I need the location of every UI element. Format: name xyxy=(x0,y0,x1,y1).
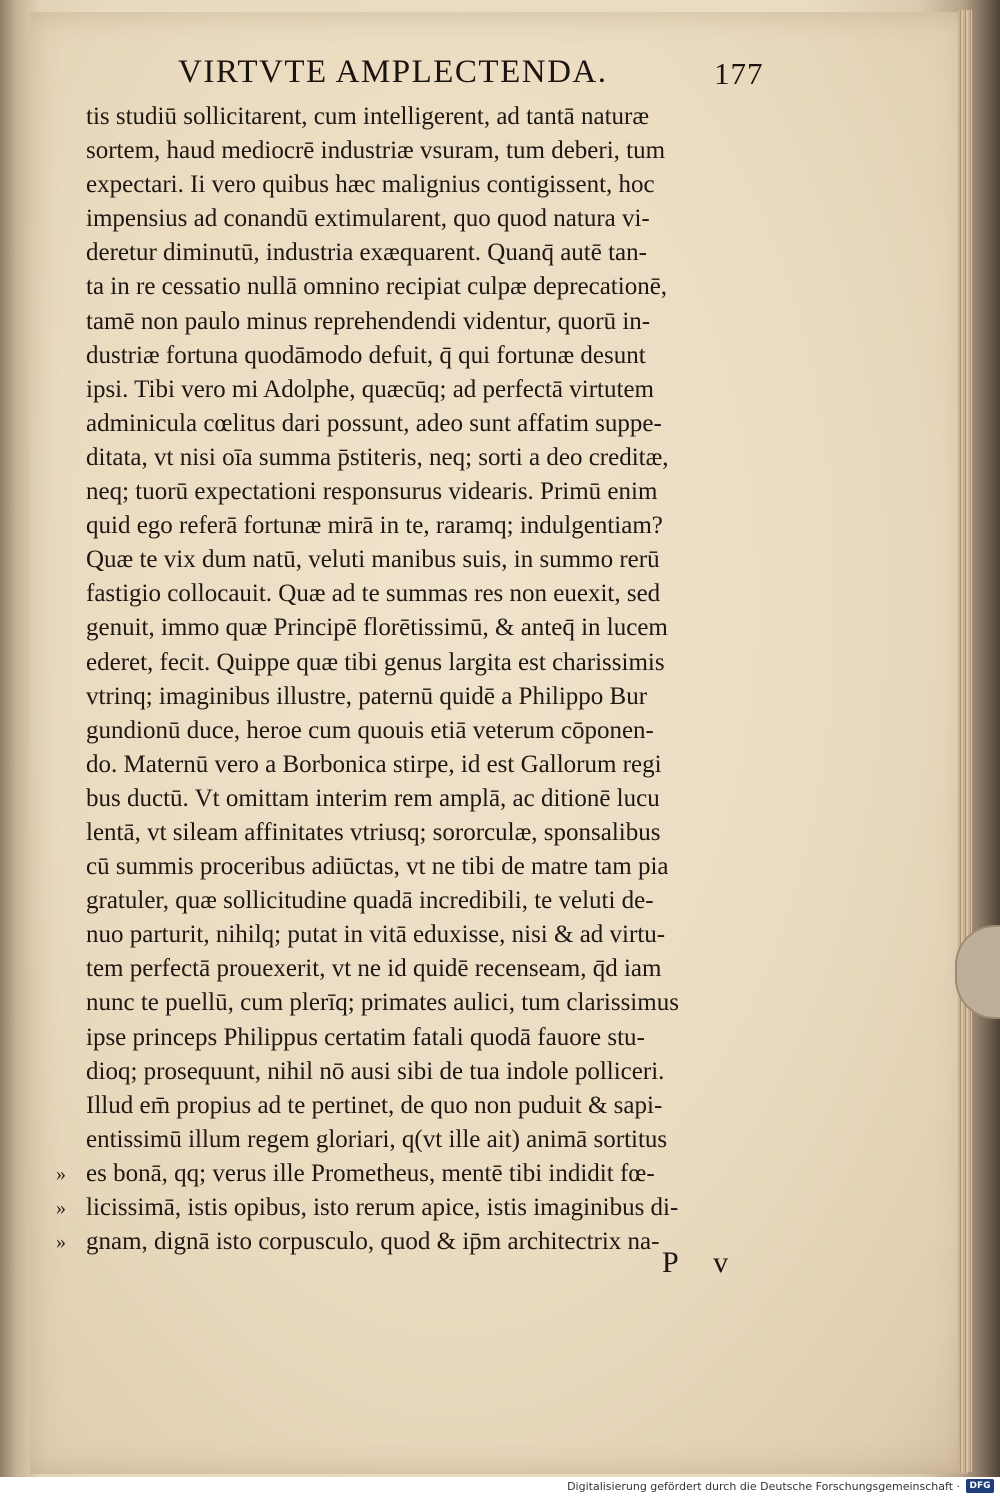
text-line-content: Illud em̄ propius ad te pertinet, de quo non puduit & sapi- xyxy=(86,1091,663,1119)
text-line xyxy=(86,850,826,884)
text-line-content: gratuler, quæ sollicitudine quadā incredibili, te veluti de- xyxy=(86,887,654,915)
text-line-content: lentā, vt sileam affinitates vtriusq; sororculæ, sponsalibus xyxy=(86,818,661,846)
text-line xyxy=(86,270,826,304)
text-line-content: ditata, vt nisi oīa summa p̄stiteris, neq; sorti a deo creditæ, xyxy=(86,443,669,471)
text-line-content: dioq; prosequunt, nihil nō ausi sibi de tua indole polliceri. xyxy=(86,1057,665,1085)
text-line xyxy=(86,714,826,748)
running-title: VIRTVTE AMPLECTENDA. xyxy=(178,54,608,90)
text-line-content: do. Maternū vero a Borbonica stirpe, id est Gallorum regi xyxy=(86,750,662,778)
text-line-content: entissimū illum regem gloriari, q(vt ille ait) animā sortitus xyxy=(86,1125,668,1153)
text-line xyxy=(86,509,826,543)
text-line-content: nunc te puellū, cum plerīq; primates aulici, tum clarissimus xyxy=(86,989,679,1017)
text-line xyxy=(86,339,826,373)
text-line xyxy=(86,134,826,168)
quote-marker: » xyxy=(56,1162,66,1185)
text-line xyxy=(86,543,826,577)
text-line xyxy=(86,305,826,339)
text-line xyxy=(86,407,826,441)
text-line-content: sortem, haud mediocrē industriæ vsuram, tum deberi, tum xyxy=(86,137,666,165)
text-line-content: bus ductū. Vt omittam interim rem amplā, ac ditionē lucu xyxy=(86,784,660,812)
text-line xyxy=(56,1157,826,1191)
text-line xyxy=(86,646,826,680)
body-text xyxy=(56,100,826,1259)
signature-mark: P v xyxy=(662,1246,743,1279)
text-line-content: impensius ad conandū extimularent, quo quod natura vi- xyxy=(86,205,650,233)
text-line xyxy=(86,577,826,611)
text-line-content: licissimā, istis opibus, isto rerum apice, istis imaginibus di- xyxy=(86,1194,679,1221)
text-line xyxy=(86,1021,826,1055)
text-line-content: fastigio collocauit. Quæ ad te summas res non euexit, sed xyxy=(86,580,661,608)
page-number: 177 xyxy=(714,56,764,91)
text-line xyxy=(86,748,826,782)
quote-marker: » xyxy=(56,1231,66,1254)
text-line-content: expectari. Ii vero quibus hæc malignius contigissent, hoc xyxy=(86,171,655,199)
text-line xyxy=(86,373,826,407)
text-line-content: dustriæ fortuna quodāmodo defuit, q̄ qui fortunæ desunt xyxy=(86,341,646,369)
text-line-content: quid ego referā fortunæ mirā in te, raramq; indulgentiam? xyxy=(86,512,663,540)
text-line xyxy=(86,202,826,236)
text-line-content: vtrinq; imaginibus illustre, paternū quidē a Philippo Bur xyxy=(86,682,648,710)
text-line xyxy=(56,1191,826,1225)
quote-marker: » xyxy=(56,1197,66,1219)
text-line-content: tis studiū sollicitarent, cum intelligerent, ad tantā naturæ xyxy=(86,103,650,130)
text-line-content: gundionū duce, heroe cum quouis etiā veterum cōponen- xyxy=(86,716,654,744)
text-line-content: neq; tuorū expectationi responsurus videaris. Primū enim xyxy=(86,478,658,506)
text-line-content: tem perfectā prouexerit, vt ne id quidē recenseam, q̄d iam xyxy=(86,955,662,983)
text-line xyxy=(86,782,826,816)
text-line-content: deretur diminutū, industria exæquarent. Quanq̄ autē tan- xyxy=(86,239,647,267)
text-line xyxy=(86,168,826,202)
text-line xyxy=(86,236,826,270)
text-line-content: nuo parturit, nihilq; putat in vitā eduxisse, nisi & ad virtu- xyxy=(86,921,666,949)
text-line-content: gnam, dignā isto corpusculo, quod & ip̄m architectrix na- xyxy=(86,1228,660,1256)
text-line xyxy=(86,611,826,645)
text-line xyxy=(86,1055,826,1089)
page-header xyxy=(178,52,778,96)
text-line-content: es bonā, qq; verus ille Prometheus, mentē tibi indidit fœ- xyxy=(86,1159,655,1187)
text-line xyxy=(86,1123,826,1157)
text-line xyxy=(86,441,826,475)
text-line-content: ederet, fecit. Quippe quæ tibi genus largita est charissimis xyxy=(86,648,665,676)
text-line xyxy=(86,100,826,134)
text-line-content: Quæ te vix dum natū, veluti manibus suis, in summo rerū xyxy=(86,546,660,574)
text-line-content: adminicula cœlitus dari possunt, adeo sunt affatim suppe- xyxy=(86,409,662,437)
text-line xyxy=(86,884,826,918)
text-line-content: ipsi. Tibi vero mi Adolphe, quæcūq; ad perfectā virtutem xyxy=(86,375,654,403)
text-line xyxy=(86,816,826,850)
text-line xyxy=(86,952,826,986)
text-line xyxy=(86,918,826,952)
text-line-content: cū summis proceribus adiūctas, vt ne tibi de matre tam pia xyxy=(86,853,669,881)
funding-credit: Digitalisierung gefördert durch die Deutsche Forschungsgemeinschaft · xyxy=(567,1480,960,1493)
text-line xyxy=(86,1089,826,1123)
dfg-logo: DFG xyxy=(966,1479,994,1493)
text-line xyxy=(86,475,826,509)
footer-bar xyxy=(0,1477,1000,1497)
text-line-content: ipse princeps Philippus certatim fatali quodā fauore stu- xyxy=(86,1023,645,1051)
text-line xyxy=(86,680,826,714)
text-line-content: tamē non paulo minus reprehendendi videntur, quorū in- xyxy=(86,307,651,335)
text-line-content: ta in re cessatio nullā omnino recipiat culpæ deprecationē, xyxy=(86,273,668,301)
page-edge xyxy=(958,10,972,1472)
text-line-content: genuit, immo quæ Principē florētissimū, & anteq̄ in lucem xyxy=(86,614,668,642)
text-line xyxy=(86,986,826,1020)
